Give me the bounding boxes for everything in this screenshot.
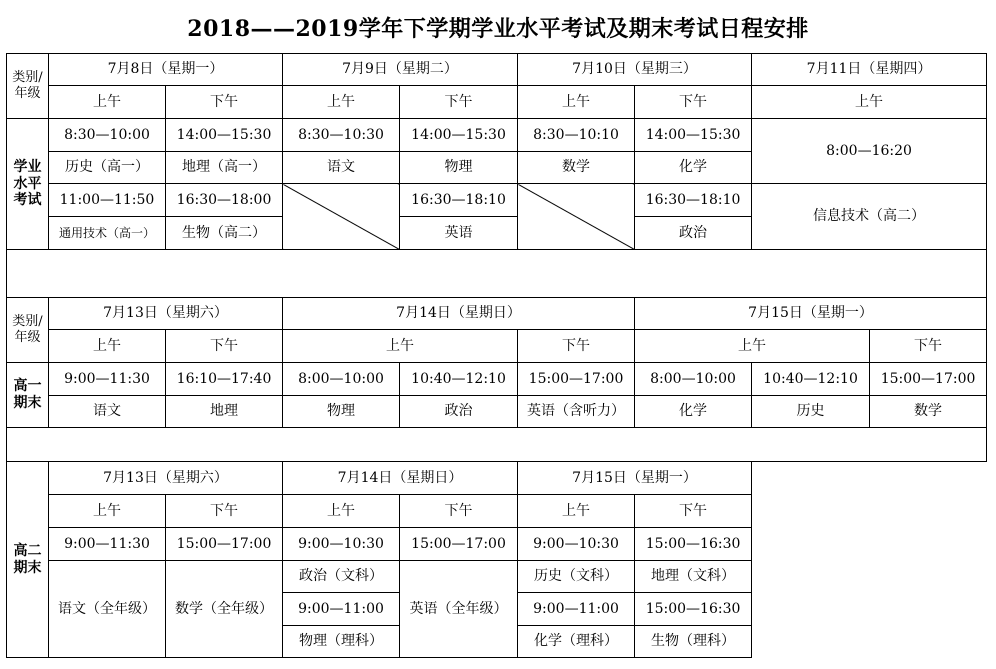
academic-level-exam-table [6, 53, 987, 298]
period-header: 下午 [166, 86, 283, 119]
date-header: 7月14日（星期日） [283, 462, 518, 495]
empty-slot-diagonal [283, 184, 400, 250]
exam-subject: 英语（全年级） [400, 561, 518, 658]
period-header: 上午 [283, 86, 400, 119]
exam-subject: 地理（高一） [166, 152, 283, 184]
date-header: 7月14日（星期日） [283, 298, 635, 330]
date-header: 7月15日（星期一） [518, 462, 752, 495]
date-header: 7月15日（星期一） [635, 298, 987, 330]
exam-subject: 政治（文科） [283, 561, 400, 593]
exam-time: 15:00—17:00 [870, 363, 987, 396]
period-header: 下午 [635, 495, 752, 528]
exam-subject: 通用技术（高一） [49, 217, 166, 250]
exam-time: 9:00—10:30 [518, 528, 635, 561]
exam-time: 8:30—10:30 [283, 119, 400, 152]
exam-subject: 生物（高二） [166, 217, 283, 250]
exam-time: 14:00—15:30 [400, 119, 518, 152]
exam-subject: 物理 [283, 396, 400, 428]
exam-subject: 语文 [283, 152, 400, 184]
date-header: 7月11日（星期四） [752, 54, 987, 86]
exam-time: 16:30—18:10 [400, 184, 518, 217]
corner-header: 类别/年级 [7, 54, 49, 119]
exam-time: 8:30—10:10 [518, 119, 635, 152]
period-header: 上午 [283, 495, 400, 528]
exam-subject: 生物（理科） [635, 626, 752, 658]
exam-time: 8:30—10:00 [49, 119, 166, 152]
period-header: 下午 [518, 330, 635, 363]
exam-time: 9:00—10:30 [283, 528, 400, 561]
date-header: 7月9日（星期二） [283, 54, 518, 86]
period-header: 上午 [518, 495, 635, 528]
period-header: 上午 [752, 86, 987, 119]
period-header: 下午 [400, 86, 518, 119]
period-header: 上午 [49, 495, 166, 528]
exam-subject: 数学 [518, 152, 635, 184]
page-title: 2018——2019学年下学期学业水平考试及期末考试日程安排 [187, 16, 809, 42]
period-header: 上午 [49, 330, 166, 363]
period-header: 下午 [870, 330, 987, 363]
period-header: 下午 [635, 86, 752, 119]
exam-time: 15:00—17:00 [518, 363, 635, 396]
exam-time: 8:00—16:20 [752, 119, 987, 184]
blank-separator [7, 428, 987, 462]
exam-subject: 地理 [166, 396, 283, 428]
period-header: 上午 [518, 86, 635, 119]
category-label: 高二期末 [7, 462, 49, 658]
exam-subject: 信息技术（高二） [752, 184, 987, 250]
exam-time: 9:00—11:00 [518, 593, 635, 626]
exam-subject: 语文（全年级） [49, 561, 166, 658]
exam-subject: 物理 [400, 152, 518, 184]
exam-time: 9:00—11:30 [49, 363, 166, 396]
exam-time: 15:00—17:00 [166, 528, 283, 561]
grade10-final-exam-table [6, 297, 987, 462]
exam-subject: 英语（含听力） [518, 396, 635, 428]
date-header: 7月13日（星期六） [49, 462, 283, 495]
exam-time: 14:00—15:30 [635, 119, 752, 152]
date-header: 7月13日（星期六） [49, 298, 283, 330]
grade11-final-exam-table [6, 461, 752, 658]
exam-time: 16:30—18:10 [635, 184, 752, 217]
exam-time: 16:10—17:40 [166, 363, 283, 396]
period-header: 上午 [635, 330, 870, 363]
exam-time: 15:00—17:00 [400, 528, 518, 561]
corner-header: 类别/年级 [7, 298, 49, 363]
exam-subject: 历史（高一） [49, 152, 166, 184]
exam-subject: 数学（全年级） [166, 561, 283, 658]
period-header: 上午 [283, 330, 518, 363]
exam-subject: 数学 [870, 396, 987, 428]
category-label: 高一期末 [7, 363, 49, 428]
exam-subject: 化学 [635, 152, 752, 184]
period-header: 上午 [49, 86, 166, 119]
period-header: 下午 [166, 495, 283, 528]
exam-subject: 英语 [400, 217, 518, 250]
category-label: 学业水平考试 [7, 119, 49, 250]
exam-subject: 地理（文科） [635, 561, 752, 593]
period-header: 下午 [166, 330, 283, 363]
exam-time: 8:00—10:00 [635, 363, 752, 396]
exam-subject: 化学（理科） [518, 626, 635, 658]
exam-subject: 历史（文科） [518, 561, 635, 593]
exam-time: 8:00—10:00 [283, 363, 400, 396]
exam-subject: 政治 [400, 396, 518, 428]
exam-subject: 化学 [635, 396, 752, 428]
exam-subject: 历史 [752, 396, 870, 428]
period-header: 下午 [400, 495, 518, 528]
empty-slot-diagonal [518, 184, 635, 250]
exam-time: 14:00—15:30 [166, 119, 283, 152]
exam-time: 10:40—12:10 [752, 363, 870, 396]
exam-subject: 政治 [635, 217, 752, 250]
exam-time: 9:00—11:00 [283, 593, 400, 626]
exam-time: 15:00—16:30 [635, 528, 752, 561]
exam-time: 11:00—11:50 [49, 184, 166, 217]
exam-subject: 语文 [49, 396, 166, 428]
exam-time: 9:00—11:30 [49, 528, 166, 561]
date-header: 7月8日（星期一） [49, 54, 283, 86]
exam-time: 15:00—16:30 [635, 593, 752, 626]
exam-time: 16:30—18:00 [166, 184, 283, 217]
blank-separator [7, 250, 987, 298]
date-header: 7月10日（星期三） [518, 54, 752, 86]
exam-subject: 物理（理科） [283, 626, 400, 658]
exam-time: 10:40—12:10 [400, 363, 518, 396]
